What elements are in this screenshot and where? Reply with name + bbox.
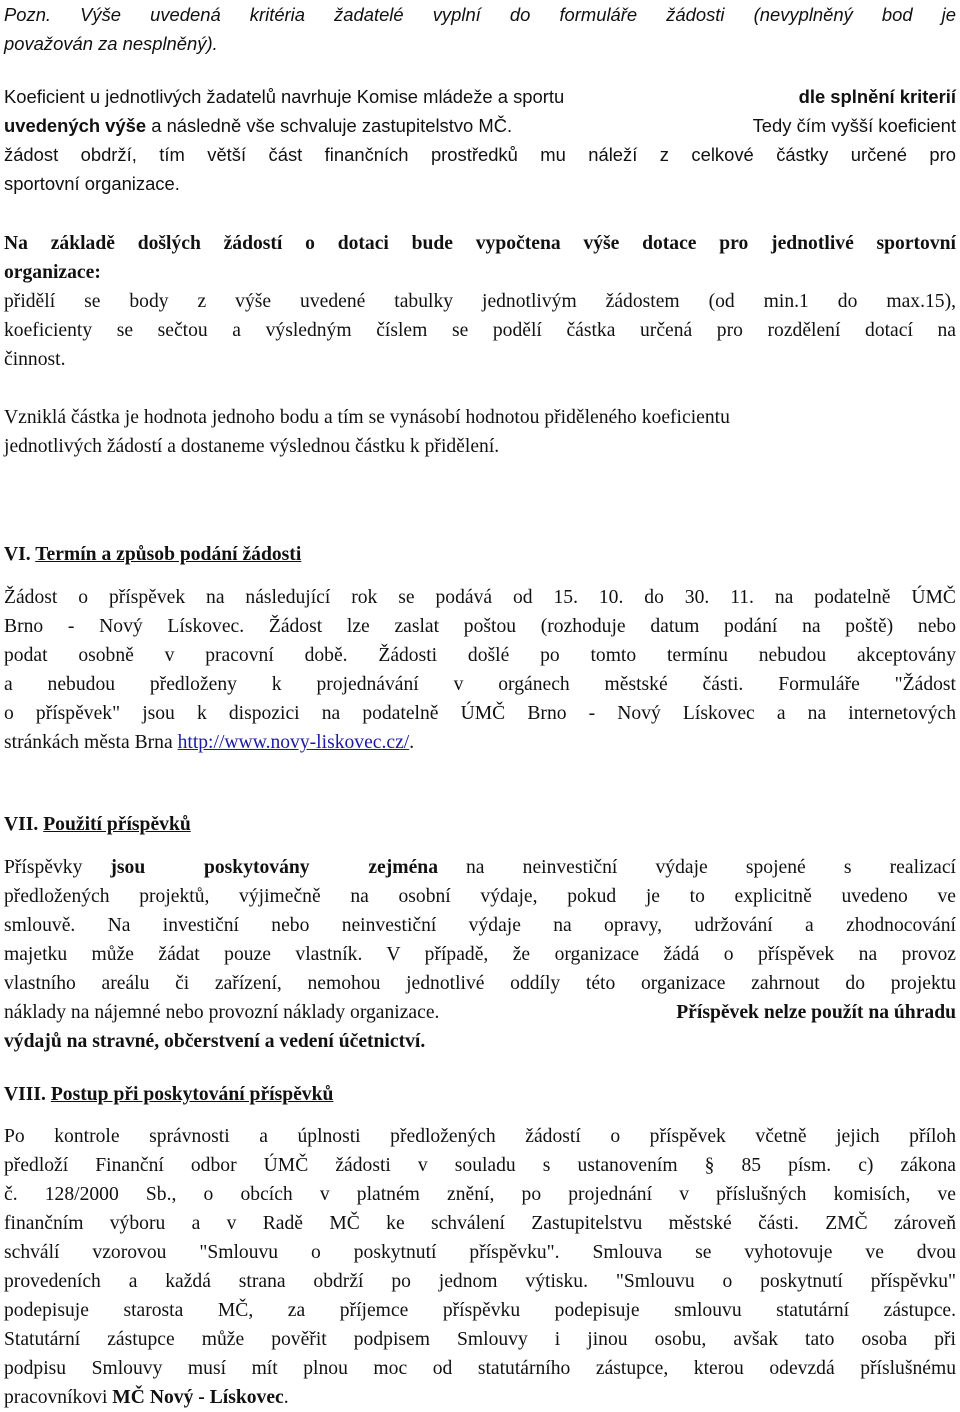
s7-line-2: předložených projektů, výjimečně na osobní výdaje, pokud je to explicitně uvedeno ve — [4, 886, 956, 907]
coef-bold: dle splnění kriterií — [798, 86, 956, 107]
s6-line-6-end: . — [409, 732, 415, 753]
result-line-2: jednotlivých žádostí a dostaneme výslednou částku k přidělení. — [4, 436, 500, 457]
s7-line-4: majetku může žádat pouze vlastník. V případě, že organizace žádá o příspěvek na provoz — [4, 944, 956, 965]
s8-line-3: č. 128/2000 Sb., o obcích v platném znění, po projednání v příslušných komisích, ve — [4, 1184, 956, 1205]
s8-line-2: předloží Finanční odbor ÚMČ žádosti v souladu s ustanovením § 85 písm. c) zákona — [4, 1155, 956, 1176]
basis-line-2: organizace: — [4, 262, 101, 283]
coef-line-4: sportovní organizace. — [4, 173, 180, 194]
s6-line-1: Žádost o příspěvek na následující rok se podává od 15. 10. do 30. 11. na podatelně ÚMČ — [4, 587, 956, 608]
s7-line-1-bold: jsou poskytovány zejména — [110, 857, 438, 878]
website-link[interactable]: http://www.novy-liskovec.cz/ — [177, 732, 410, 753]
s8-line-1: Po kontrole správnosti a úplnosti předložených žádostí o příspěvek včetně jejich příloh — [4, 1126, 956, 1147]
coef-text-2: a následně vše schvaluje zastupitelstvo MČ. — [151, 115, 513, 136]
basis-line-3: přidělí se body z výše uvedené tabulky jednotlivým žádostem (od min.1 do max.15), — [4, 291, 956, 312]
s6-line-5: o příspěvek" jsou k dispozici na podatelně ÚMČ Brno - Nový Lískovec a na internetových — [4, 703, 956, 724]
coef-line-3: žádost obdrží, tím větší část finančních prostředků mu náleží z celkové částky určené pro — [4, 144, 956, 165]
s6-line-4: a nebudou předloženy k projednávání v orgánech městské části. Formuláře "Žádost — [4, 674, 956, 695]
s8-line-9: podpisu Smlouvy musí mít plnou moc od statutárního zástupce, kterou odevzdá příslušnému — [4, 1358, 956, 1379]
s7-line-1b: na neinvestiční výdaje spojené s realizací — [466, 857, 956, 878]
section-8-title: Postup při poskytování příspěvků — [50, 1084, 334, 1105]
section-7-title: Použití příspěvků — [43, 814, 191, 835]
section-6-heading — [4, 540, 301, 569]
s6-line-6 — [4, 728, 414, 757]
section-8-heading — [4, 1080, 333, 1109]
coef-line-2 — [4, 111, 956, 140]
s7-line-6-text: náklady na nájemné nebo provozní náklady organizace. — [4, 1002, 440, 1023]
s7-line-1 — [4, 853, 956, 882]
basis-line-5: činnost. — [4, 349, 66, 370]
s7-line-6-bold: Příspěvek nelze použít na úhradu — [676, 1002, 956, 1023]
coef-text-2b: Tedy čím vyšší koeficient — [752, 115, 956, 136]
section-7-heading — [4, 810, 191, 839]
section-8-number: VIII. — [4, 1084, 46, 1105]
s8-line-10-bold: MČ Nový - Lískovec — [112, 1387, 284, 1408]
basis-line-1: Na základě došlých žádostí o dotaci bude vypočtena výše dotace pro jednotlivé sportovní — [4, 233, 956, 254]
coef-text: Koeficient u jednotlivých žadatelů navrhuje Komise mládeže a sportu — [4, 86, 565, 107]
s8-line-10-text: pracovníkovi — [4, 1387, 108, 1408]
section-6-title: Termín a způsob podání žádosti — [35, 544, 302, 565]
note-line-2: považován za nesplněný). — [4, 33, 218, 54]
s7-line-1a: Příspěvky — [4, 857, 83, 878]
result-line-1: Vzniklá částka je hodnota jednoho bodu a tím se vynásobí hodnotou přiděleného koeficientu — [4, 407, 730, 428]
basis-line-4: koeficienty se sečtou a výsledným číslem se podělí částka určená pro rozdělení dotací na — [4, 320, 956, 341]
s8-line-6: provedeních a každá strana obdrží po jednom výtisku. "Smlouvu o poskytnutí příspěvku" — [4, 1271, 956, 1292]
s7-line-3: smlouvě. Na investiční nebo neinvestiční výdaje na opravy, udržování a zhodnocování — [4, 915, 956, 936]
s8-line-10 — [4, 1383, 289, 1412]
s8-line-10-end: . — [283, 1387, 289, 1408]
s8-line-8: Statutární zástupce může pověřit podpisem Smlouvy i jinou osobu, avšak tato osoba při — [4, 1329, 956, 1350]
s6-line-2: Brno - Nový Lískovec. Žádost lze zaslat poštou (rozhoduje datum podání na poště) nebo — [4, 616, 956, 637]
s7-line-5: vlastního areálu či zařízení, nemohou jednotlivé oddíly této organizace zahrnout do projektu — [4, 973, 956, 994]
s6-line-6-text: stránkách města Brna — [4, 732, 173, 753]
coef-line-1 — [4, 82, 956, 111]
s8-line-4: finančním výboru a v Radě MČ ke schválení Zastupitelstvu městské části. ZMČ zároveň — [4, 1213, 956, 1234]
s6-line-3: podat osobně v pracovní době. Žádosti došlé po tomto termínu nebudou akceptovány — [4, 645, 956, 666]
s8-line-7: podepisuje starosta MČ, za příjemce příspěvku podepisuje smlouvu statutární zástupce. — [4, 1300, 956, 1321]
coef-bold-2: uvedených výše — [4, 115, 147, 136]
section-6-number: VI. — [4, 544, 31, 565]
s7-line-6 — [4, 998, 956, 1027]
s8-line-5: schválí vzorovou "Smlouvu o poskytnutí příspěvku". Smlouva se vyhotovuje ve dvou — [4, 1242, 956, 1263]
section-7-number: VII. — [4, 814, 39, 835]
note-line-1: Pozn. Výše uvedená kritéria žadatelé vyplní do formuláře žádosti (nevyplněný bod je — [4, 4, 956, 25]
s7-line-7: výdajů na stravné, občerstvení a vedení účetnictví. — [4, 1031, 426, 1052]
